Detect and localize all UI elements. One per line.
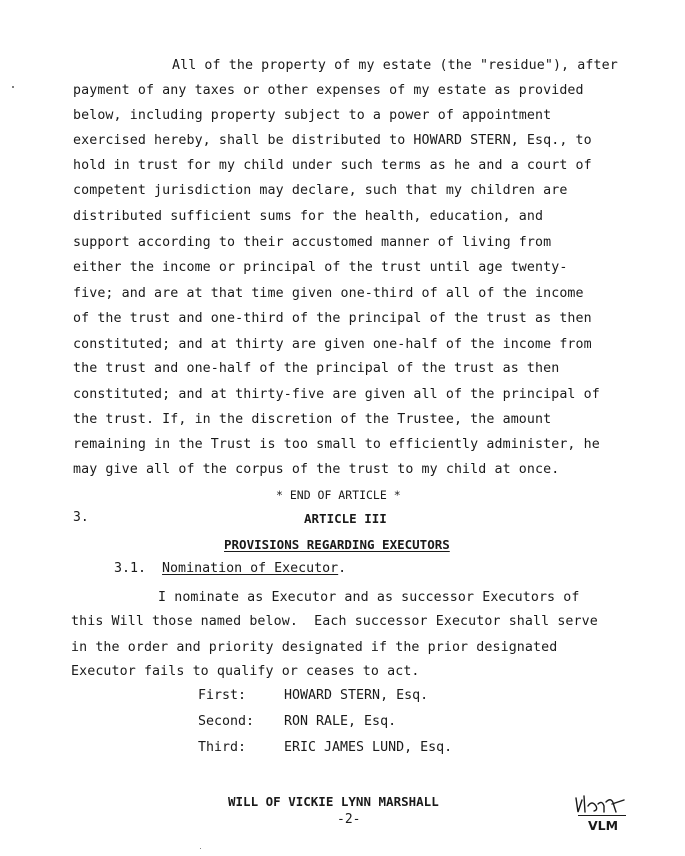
article-number: 3.: [73, 510, 89, 525]
residue-line-9: either the income or principal of the trust until age twenty-: [73, 260, 568, 275]
residue-line-15: the trust. If, in the discretion of the Trustee, the amount: [73, 412, 552, 427]
residue-line-5: hold in trust for my child under such terms as he and a court of: [73, 158, 592, 173]
section-line-2: this Will those named below. Each successor Executor shall serve: [71, 614, 598, 629]
section-line-4: Executor fails to qualify or ceases to act.: [71, 664, 420, 679]
section-title-suffix: .: [338, 561, 347, 576]
executor-third-label: Third:: [198, 740, 247, 755]
residue-line-13: the trust and one-half of the principal of the trust as then: [73, 361, 560, 376]
residue-line-10: five; and are at that time given one-third of all of the income: [73, 286, 584, 301]
residue-line-14: constituted; and at thirty-five are given all of the principal of: [73, 387, 600, 402]
residue-line-17: may give all of the corpus of the trust to my child at once.: [73, 462, 560, 477]
initials-line: [578, 815, 626, 816]
residue-line-2: payment of any taxes or other expenses of my estate as provided: [73, 83, 584, 98]
residue-line-7: distributed sufficient sums for the health, education, and: [73, 209, 544, 224]
residue-line-16: remaining in the Trust is too small to efficiently administer, he: [73, 437, 600, 452]
handwritten-initials-signature: [568, 792, 632, 816]
scan-speck: [12, 86, 14, 88]
end-of-article-marker: * END OF ARTICLE *: [276, 488, 401, 502]
footer-page-number: -2-: [337, 812, 361, 827]
residue-line-12: constituted; and at thirty are given one-half of the income from: [73, 337, 592, 352]
section-line-3: in the order and priority designated if the prior designated: [71, 640, 558, 655]
footer-initials: VLM: [588, 818, 619, 833]
section-heading: [114, 561, 346, 576]
section-line-1: I nominate as Executor and as successor Executors of: [158, 590, 580, 605]
residue-line-11: of the trust and one-third of the principal of the trust as then: [73, 311, 592, 326]
residue-line-3: below, including property subject to a power of appointment: [73, 108, 552, 123]
executor-first-name: HOWARD STERN, Esq.: [284, 688, 429, 703]
article-heading: PROVISIONS REGARDING EXECUTORS: [224, 537, 450, 552]
residue-line-8: support according to their accustomed manner of living from: [73, 235, 552, 250]
executor-first-label: First:: [198, 688, 247, 703]
executor-third-name: ERIC JAMES LUND, Esq.: [284, 740, 453, 755]
footer-document-title: WILL OF VICKIE LYNN MARSHALL: [228, 794, 439, 809]
section-title: Nomination of Executor: [162, 561, 339, 576]
residue-line-1: All of the property of my estate (the "residue"), after: [172, 58, 618, 73]
article-title: ARTICLE III: [304, 511, 387, 526]
executor-second-name: RON RALE, Esq.: [284, 714, 397, 729]
executor-second-label: Second:: [198, 714, 255, 729]
section-number: 3.1.: [114, 561, 147, 576]
residue-line-6: competent jurisdiction may declare, such that my children are: [73, 183, 568, 198]
residue-line-4: exercised hereby, shall be distributed to HOWARD STERN, Esq., to: [73, 133, 592, 148]
scan-speck: [200, 848, 201, 849]
